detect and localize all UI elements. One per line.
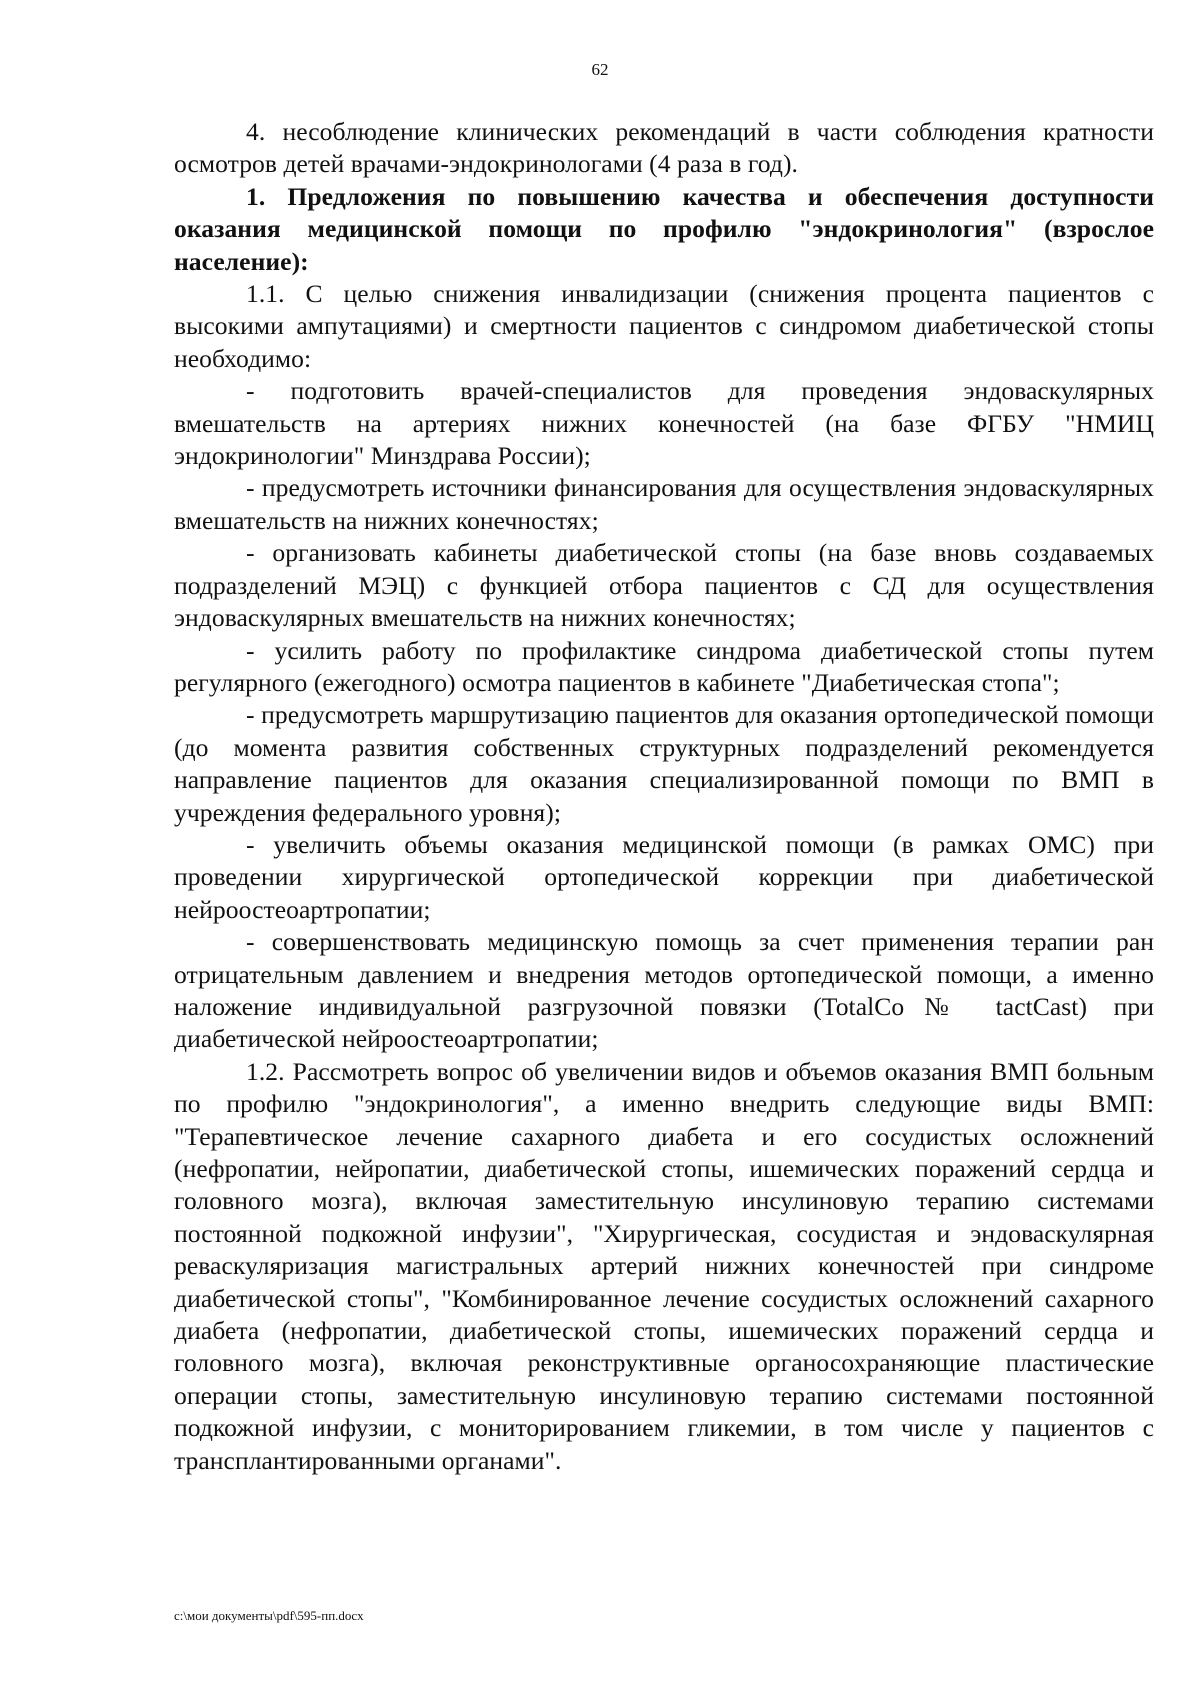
list-item-financing: - предусмотреть источники финансирования для осуществления эндоваскулярных вмешательств на нижних конечностях; — [174, 473, 1154, 535]
list-item-train-specialists: - подготовить врачей-специалистов для проведения эндоваскулярных вмешательств на артериях нижних конечностей (на базе ФГБУ "НМИЦ эндокринологии" Минздрава России); — [174, 376, 1154, 471]
list-item-prevention: - усилить работу по профилактике синдрома диабетической стопы путем регулярного (ежегодного) осмотра пациентов в кабинете "Диабетическая стопа"; — [174, 635, 1154, 697]
list-item-routing: - предусмотреть маршрутизацию пациентов для оказания ортопедической помощи (до момента развития собственных структурных подразделений рекомендуется направление пациентов для оказания специализированной помощи по ВМП в учреждения федерального уровня); — [174, 700, 1154, 827]
page-number: 62 — [591, 60, 609, 79]
list-item-increase-volume: - увеличить объемы оказания медицинской помощи (в рамках ОМС) при проведении хирургической ортопедической коррекции при диабетической нейроостеоартропатии; — [174, 829, 1154, 924]
paragraph-1-2-vmp: 1.2. Рассмотреть вопрос об увеличении видов и объемов оказания ВМП больным по профилю "эндокринология", а именно внедрить следующие виды ВМП: "Терапевтическое лечение сахарного диабета и его сосудистых осложнений (нефропатии, нейропатии, диабетической стопы, ишемических поражений сердца и головного мозга), включая заместительную инсулиновую терапию системами постоянной подкожной инфузии", "Хирургическая, сосудистая и эндоваскулярная реваскуляризация магистральных артерий нижних конечностей при синдроме диабетической стопы", "Комбинированное лечение сосудистых осложнений сахарного диабета (нефропатии, диабетической стопы, ишемических поражений сердца и головного мозга), включая реконструктивные органосохраняющие пластические операции стопы, заместительную инсулиновую терапию системами постоянной подкожной инфузии, с мониторированием гликемии, в том числе у пациентов с трансплантированными органами". — [174, 1056, 1154, 1475]
section-heading-proposals: 1. Предложения по повышению качества и обеспечения доступности оказания медицинской помощи по профилю "эндокринология" (взрослое население): — [174, 181, 1154, 276]
paragraph-item-4-nonadherence: 4. несоблюдение клинических рекомендаций в части соблюдения кратности осмотров детей врачами-эндокринологами (4 раза в год). — [174, 117, 1154, 179]
list-item-foot-offices: - организовать кабинеты диабетической стопы (на базе вновь создаваемых подразделений МЭЦ) с функцией отбора пациентов с СД для осуществления эндоваскулярных вмешательств на нижних конечностях; — [174, 538, 1154, 633]
document-body — [174, 116, 1154, 1477]
footer-file-path: c:\мои документы\pdf\595-пп.docx — [174, 1608, 364, 1623]
list-item-improve-care: - совершенствовать медицинскую помощь за счет применения терапии ран отрицательным давлением и внедрения методов ортопедической помощи, а именно наложение индивидуальной разгрузочной повязки (TotalCo№ tactCast) при диабетической нейроостеоартропатии; — [174, 927, 1154, 1054]
paragraph-1-1-intro: 1.1. С целью снижения инвалидизации (снижения процента пациентов с высокими ампутациями) и смертности пациентов с синдромом диабетической стопы необходимо: — [174, 279, 1154, 373]
